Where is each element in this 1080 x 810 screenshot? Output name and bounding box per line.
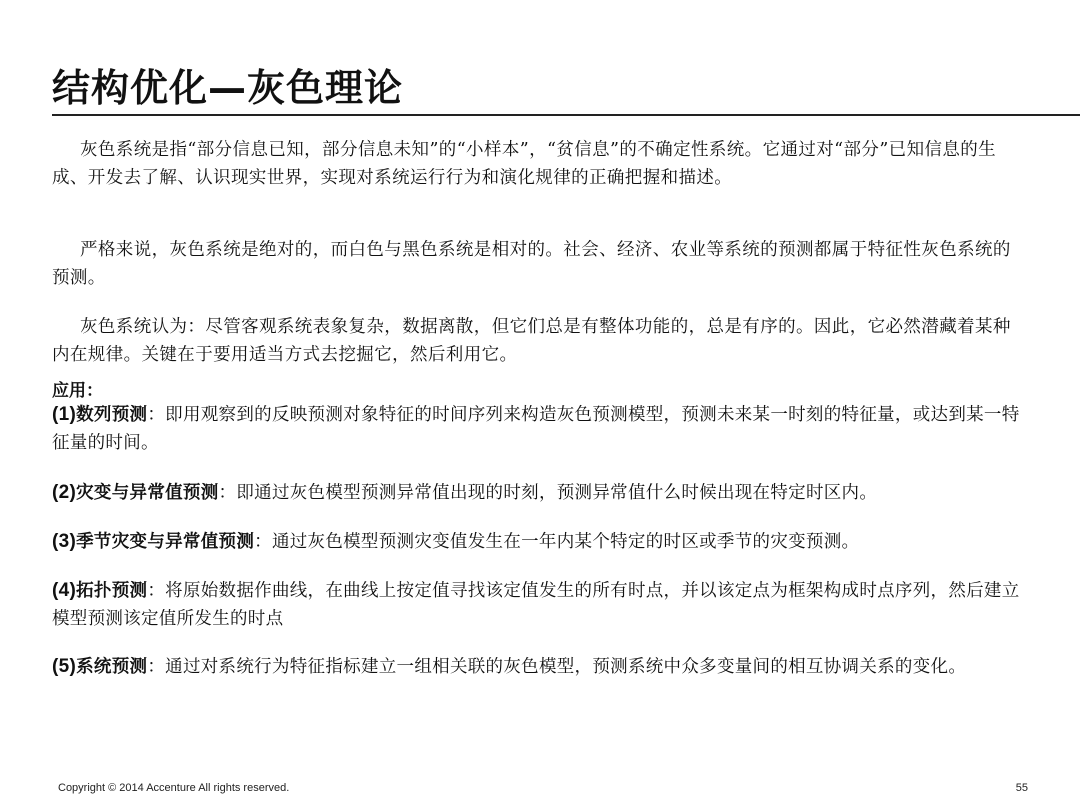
item-text: 将原始数据作曲线，在曲线上按定值寻找该定值发生的所有时点，并以该定点为框架构成时点序列，然后建立模型预测该定值所发生的时点 bbox=[52, 581, 1020, 629]
item-text: 即用观察到的反映预测对象特征的时间序列来构造灰色预测模型，预测未来某一时刻的特征量，或达到某一特征量的时间。 bbox=[52, 405, 1020, 453]
page-number: 55 bbox=[1015, 782, 1028, 794]
item-term: 数列预测 bbox=[76, 405, 148, 425]
item-number: (2) bbox=[52, 482, 77, 503]
page-title: 结构优化—灰色理论 bbox=[52, 66, 404, 110]
item-text: 通过对系统行为特征指标建立一组相关联的灰色模型，预测系统中众多变量间的相互协调关系的变化。 bbox=[165, 657, 967, 677]
item-number: (4) bbox=[52, 580, 77, 601]
application-item-5: (5)系统预测：通过对系统行为特征指标建立一组相关联的灰色模型，预测系统中众多变量间的相互协调关系的变化。 bbox=[52, 656, 967, 677]
item-term: 系统预测 bbox=[76, 657, 148, 677]
paragraph-relativity: 严格来说，灰色系统是绝对的，而白色与黑色系统是相对的。社会、经济、农业等系统的预测都属于特征性灰色系统的预测。 bbox=[52, 240, 1011, 288]
item-number: (5) bbox=[52, 656, 77, 677]
paragraph-principle: 灰色系统认为：尽管客观系统表象复杂，数据离散，但它们总是有整体功能的，总是有序的。因此，它必然潜藏着某种内在规律。关键在于要用适当方式去挖掘它，然后利用它。 bbox=[52, 317, 1011, 365]
title-underline bbox=[52, 114, 1080, 116]
item-term: 拓扑预测 bbox=[76, 581, 148, 601]
paragraph-definition: 灰色系统是指“部分信息已知，部分信息未知”的“小样本”，“贫信息”的不确定性系统。它通过对“部分”已知信息的生成、开发去了解、认识现实世界，实现对系统运行行为和演化规律的正确把握和描述。 bbox=[52, 140, 997, 188]
application-item-3: (3)季节灾变与异常值预测：通过灰色模型预测灾变值发生在一年内某个特定的时区或季节的灾变预测。 bbox=[52, 531, 860, 552]
item-text: 通过灰色模型预测灾变值发生在一年内某个特定的时区或季节的灾变预测。 bbox=[271, 532, 860, 552]
item-text: 即通过灰色模型预测异常值出现的时刻，预测异常值什么时候出现在特定时区内。 bbox=[236, 483, 878, 503]
item-term: 季节灾变与异常值预测 bbox=[76, 532, 255, 552]
application-item-4: (4)拓扑预测：将原始数据作曲线，在曲线上按定值寻找该定值发生的所有时点，并以该定点为框架构成时点序列，然后建立模型预测该定值所发生的时点 bbox=[52, 580, 1020, 629]
item-number: (1) bbox=[52, 404, 77, 425]
application-item-2: (2)灾变与异常值预测：即通过灰色模型预测异常值出现的时刻，预测异常值什么时候出现在特定时区内。 bbox=[52, 482, 878, 503]
copyright-footer: Copyright © 2014 Accenture All rights reserved. bbox=[58, 782, 290, 794]
applications-heading: 应用： bbox=[52, 381, 103, 401]
item-term: 灾变与异常值预测 bbox=[76, 483, 219, 503]
item-number: (3) bbox=[52, 531, 77, 552]
application-item-1: (1)数列预测：即用观察到的反映预测对象特征的时间序列来构造灰色预测模型，预测未来某一时刻的特征量，或达到某一特征量的时间。 bbox=[52, 404, 1020, 453]
